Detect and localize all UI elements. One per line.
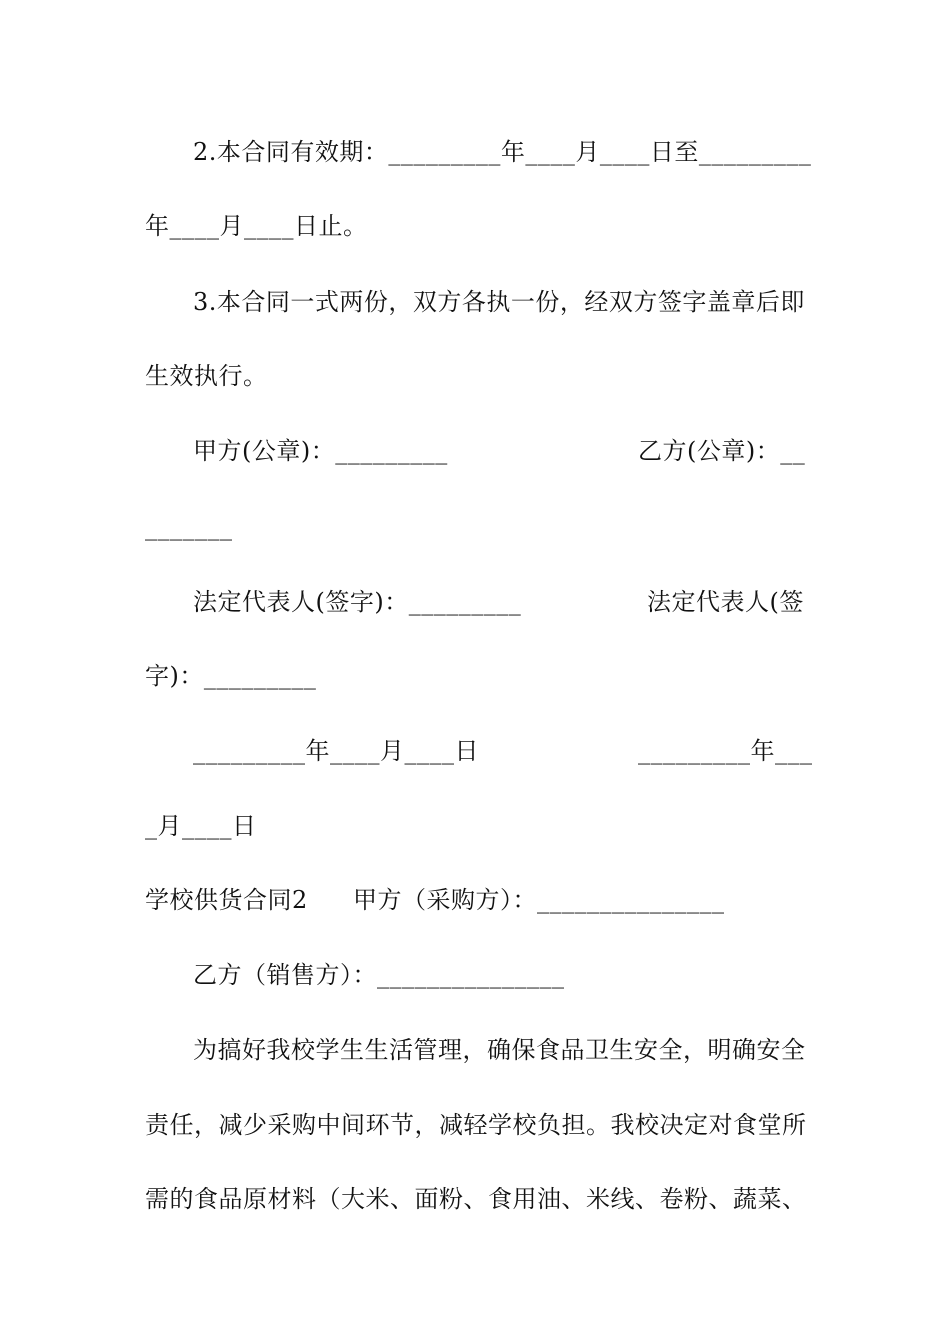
party-b-seal-field-continued: _______ <box>145 513 233 541</box>
party-b-representative-field-continued: 字)：_________ <box>145 662 317 690</box>
copies-clause-end-line: 生效执行。 <box>145 362 268 390</box>
party-b-date-field-continued: _月____日 <box>145 812 257 840</box>
party-a-seal-field: 甲方(公章)：_________ <box>193 437 448 465</box>
body-paragraph-line-3: 需的食品原材料（大米、面粉、食用油、米线、卷粉、蔬菜、 <box>145 1185 807 1213</box>
body-paragraph-line-1: 为搞好我校学生生活管理，确保食品卫生安全，明确安全 <box>193 1036 806 1064</box>
party-a-date-field: _________年____月____日 <box>193 737 479 765</box>
seller-field: 乙方（销售方）：_______________ <box>193 961 565 989</box>
validity-term-end-line: 年____月____日止。 <box>145 212 368 240</box>
party-b-date-field: _________年___ <box>638 737 813 765</box>
validity-term-line: 2.本合同有效期：_________年____月____日至_________ <box>193 138 812 166</box>
copies-clause-line: 3.本合同一式两份，双方各执一份，经双方签字盖章后即 <box>193 288 805 316</box>
contract-2-title: 学校供货合同2 <box>145 886 308 914</box>
party-b-representative-field: 法定代表人(签 <box>647 588 804 616</box>
party-a-representative-field: 法定代表人(签字)：_________ <box>193 588 522 616</box>
purchaser-field: 甲方（采购方）：_______________ <box>353 886 725 914</box>
party-b-seal-field: 乙方(公章)：__ <box>638 437 806 465</box>
body-paragraph-line-2: 责任，减少采购中间环节，减轻学校负担。我校决定对食堂所 <box>145 1111 807 1139</box>
